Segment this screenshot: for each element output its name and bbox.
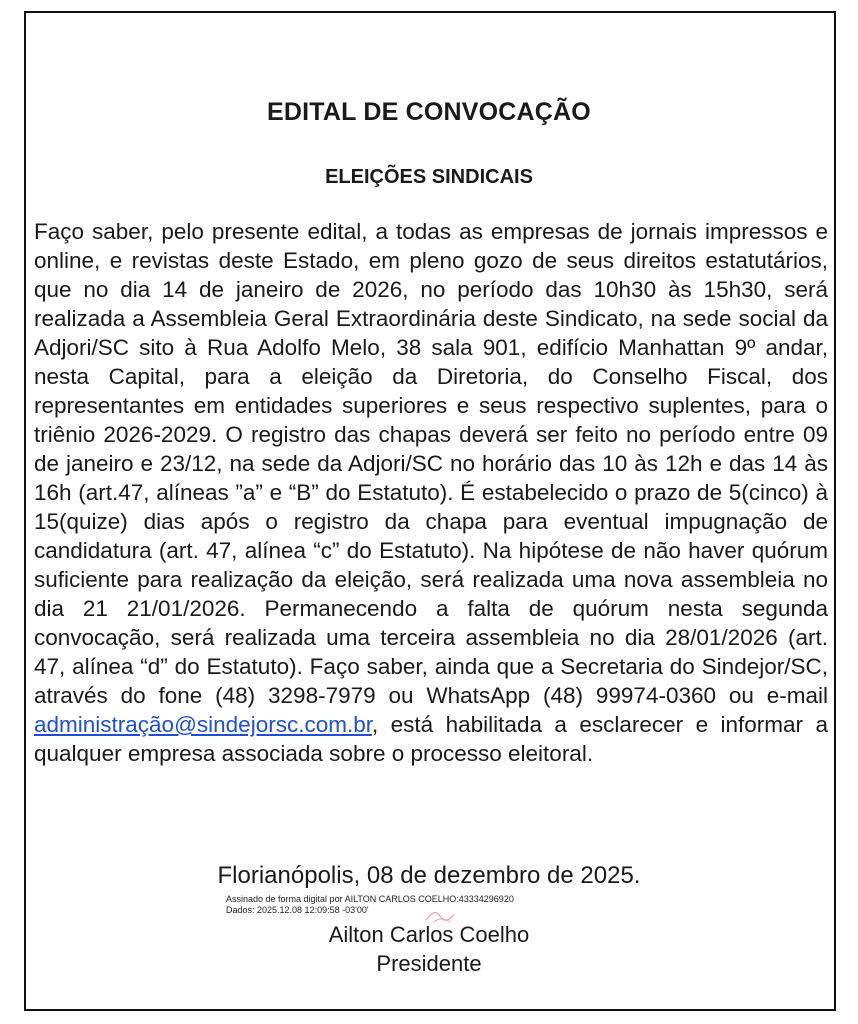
place-date: Florianópolis, 08 de dezembro de 2025. (217, 862, 641, 889)
body-text-part-2: , está habilitada a esclarecer e informar a qualquer empresa associada sobre o processo eleitoral. (34, 712, 828, 766)
signer-role: Presidente (376, 951, 482, 976)
digital-signature-line-2: Dados: 2025.12.08 12:09:58 -03'00' (226, 905, 369, 915)
body-paragraph (34, 217, 828, 768)
body-text-part-1: Faço saber, pelo presente edital, a todas as empresas de jornais impressos e online, e revistas deste Estado, em pleno gozo de seus direitos estatutários, que no dia 14 de janeiro de 2026, no período das 10h30 às 15h30, será realizada a Assembleia Geral Extraordinária deste Sindicato, na sede social da Adjori/SC sito à Rua Adolfo Melo, 38 sala 901, edifício Manhattan 9º andar, nesta Capital, para a eleição da Diretoria, do Conselho Fiscal, dos representantes em entidades superiores e seus respectivo suplentes, para o triênio 2026-2029. O registro das chapas deverá ser feito no período entre 09 de janeiro e 23/12, na sede da Adjori/SC no horário das 10 às 12h e das 14 às 16h (art.47, alíneas ”a” e “B” do Estatuto). É estabelecido o prazo de 5(cinco) à 15(quize) dias após o registro da chapa para eventual impugnação de candidatura (art. 47, alínea “c” do Estatuto). Na hipótese de não haver quórum suficiente para realização da eleição, será realizada uma nova assembleia no dia 21 21/01/2026. Permanecendo a falta de quórum nesta segunda convocação, será realizada uma terceira assembleia no dia 28/01/2026 (art. 47, alínea “d” do Estatuto). Faço saber, ainda que a Secretaria do Sindejor/SC, através do fone (48) 3298-7979 ou WhatsApp (48) 99974-0360 ou e-mail (34, 219, 828, 708)
signer-name: Ailton Carlos Coelho (328, 922, 530, 947)
email-link[interactable]: administração@sindejorsc.com.br (34, 712, 372, 737)
document-title: EDITAL DE CONVOCAÇÃO (267, 98, 591, 126)
digital-signature-stamp (226, 894, 514, 916)
document-subtitle: ELEIÇÕES SINDICAIS (325, 166, 533, 188)
digital-signature-line-1: Assinado de forma digital por AILTON CARLOS COELHO:43334296920 (226, 894, 514, 904)
